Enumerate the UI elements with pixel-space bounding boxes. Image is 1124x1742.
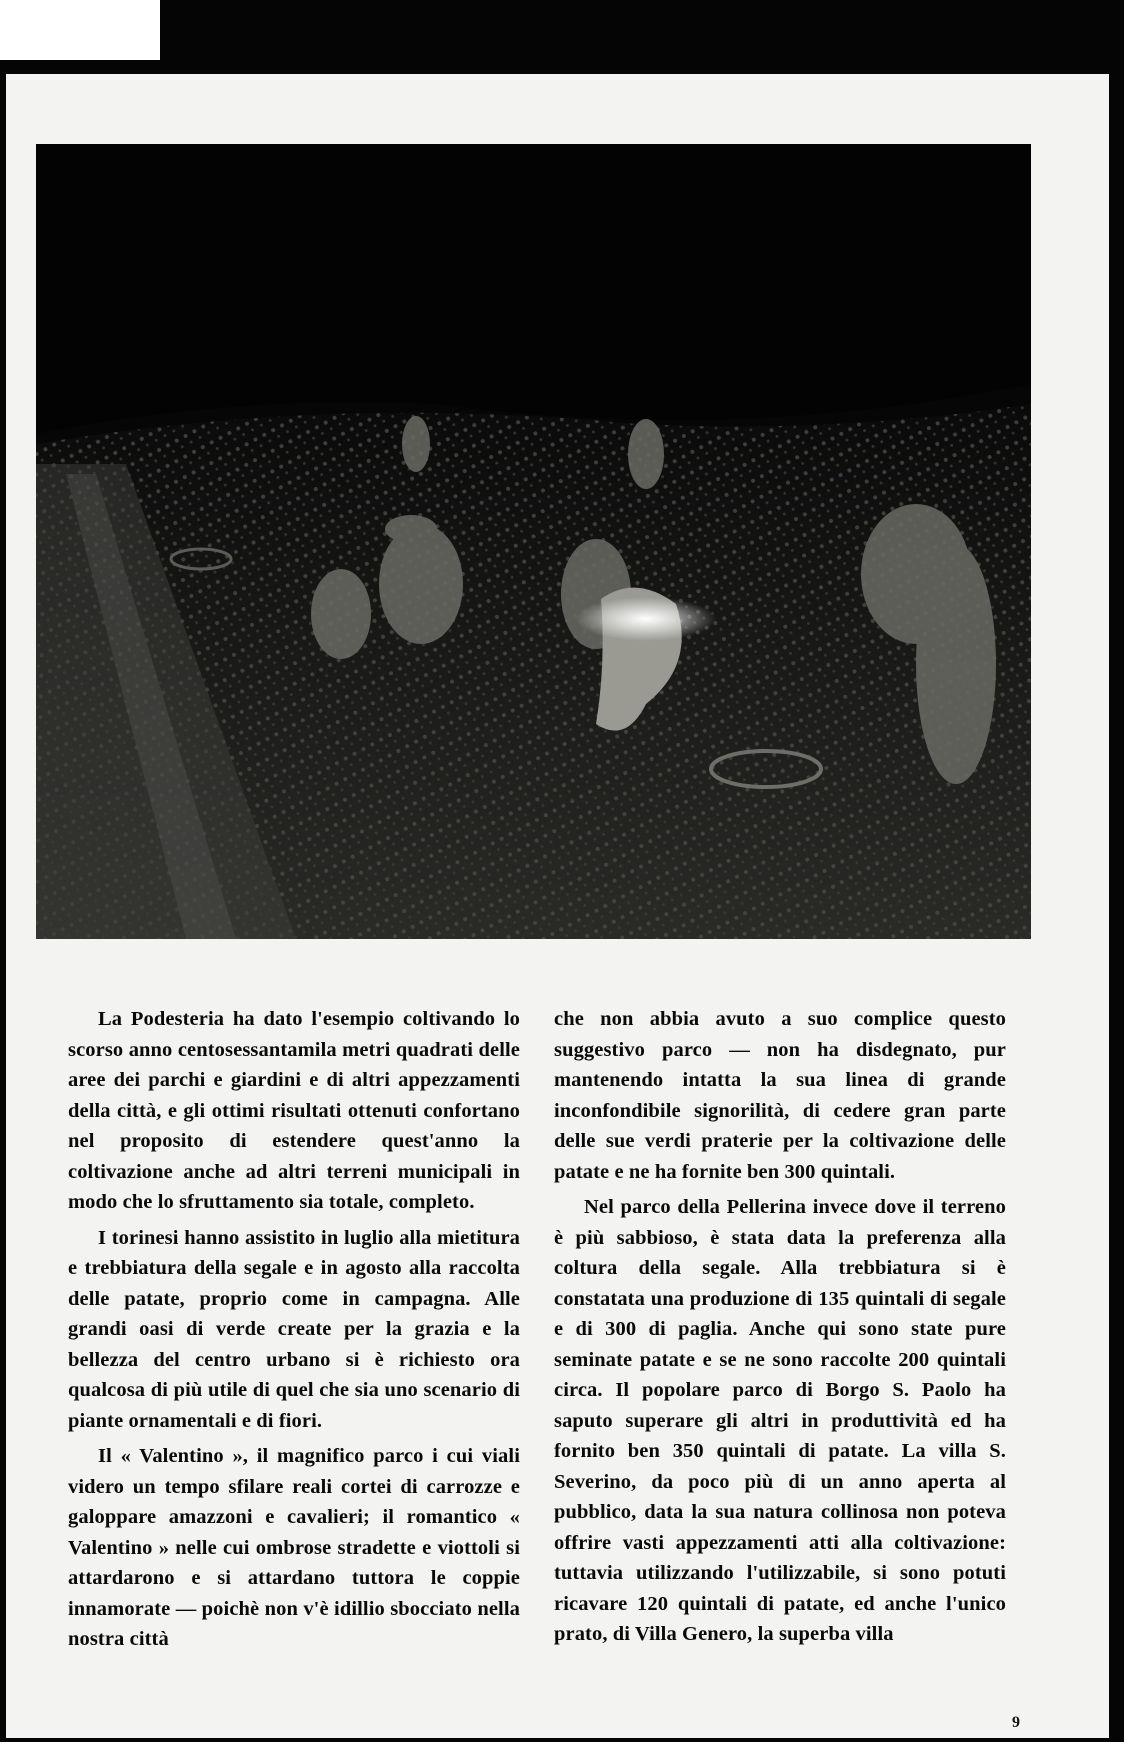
- field-workers-photo-icon: [36, 144, 1031, 939]
- article-right-column: [554, 1004, 1006, 1655]
- paragraph: I torinesi hanno assistito in luglio alla mietitura e trebbiatura della segale e in agosto alla raccolta delle patate, proprio come in campagna. Alle grandi oasi di verde create per la grazia e la bellezza del centro urbano si è richiesto ora qualcosa di più utile di quel che sia uno scenario di piante ornamentali e di fiori.: [68, 1226, 520, 1432]
- article-left-column: [68, 1004, 520, 1660]
- paragraph: che non abbia avuto a suo complice questo suggestivo parco — non ha disdegnato, pur mantenendo intatta la sua linea di grande inconfondibile signorilità, di cedere gran parte delle sue verdi praterie per la coltivazione delle patate e ne ha fornite ben 300 quintali.: [554, 1008, 1006, 1183]
- field-workers-photo: [36, 144, 1031, 939]
- paragraph: Il « Valentino », il magnifico parco i cui viali videro un tempo sfilare reali cortei di carrozze e galoppare amazzoni e cavalieri; il romantico « Valentino » nelle cui ombrose stradette e viottoli si attardarono e si attardano tuttora le coppie innamorate — poichè non v'è idillio sbocciato nella nostra città: [68, 1445, 520, 1650]
- frame-corner-tab: [0, 0, 160, 60]
- paragraph: La Podesteria ha dato l'esempio coltivando lo scorso anno centosessantamila metri quadrati delle aree dei parchi e giardini e di altri appezzamenti della città, e gli ottimi risultati ottenuti confortano nel proposito di estendere quest'anno la coltivazione anche ad altri terreni municipali in modo che lo sfruttamento sia totale, completo.: [68, 1008, 520, 1213]
- paragraph: Nel parco della Pellerina invece dove il terreno è più sabbioso, è stata data la preferenza alla coltura della segale. Alla trebbiatura si è constatata una produzione di 135 quintali di segale e di 300 di paglia. Anche qui sono state pure seminate patate e se ne sono raccolte 200 quintali circa. Il popolare parco di Borgo S. Paolo ha saputo superare gli altri in produttività ed ha fornito ben 350 quintali di patate. La villa S. Severino, da poco più di un anno aperta al pubblico, data la sua natura collinosa non poteva offrire vasti appezzamenti atti alla coltivazione: tuttavia utilizzando l'utilizzabile, si sono potuti ricavare 120 quintali di patate, ed anche l'unico prato, di Villa Genero, la superba villa: [554, 1196, 1006, 1645]
- page-number: 9: [1012, 1714, 1020, 1731]
- magazine-page: [6, 74, 1109, 1738]
